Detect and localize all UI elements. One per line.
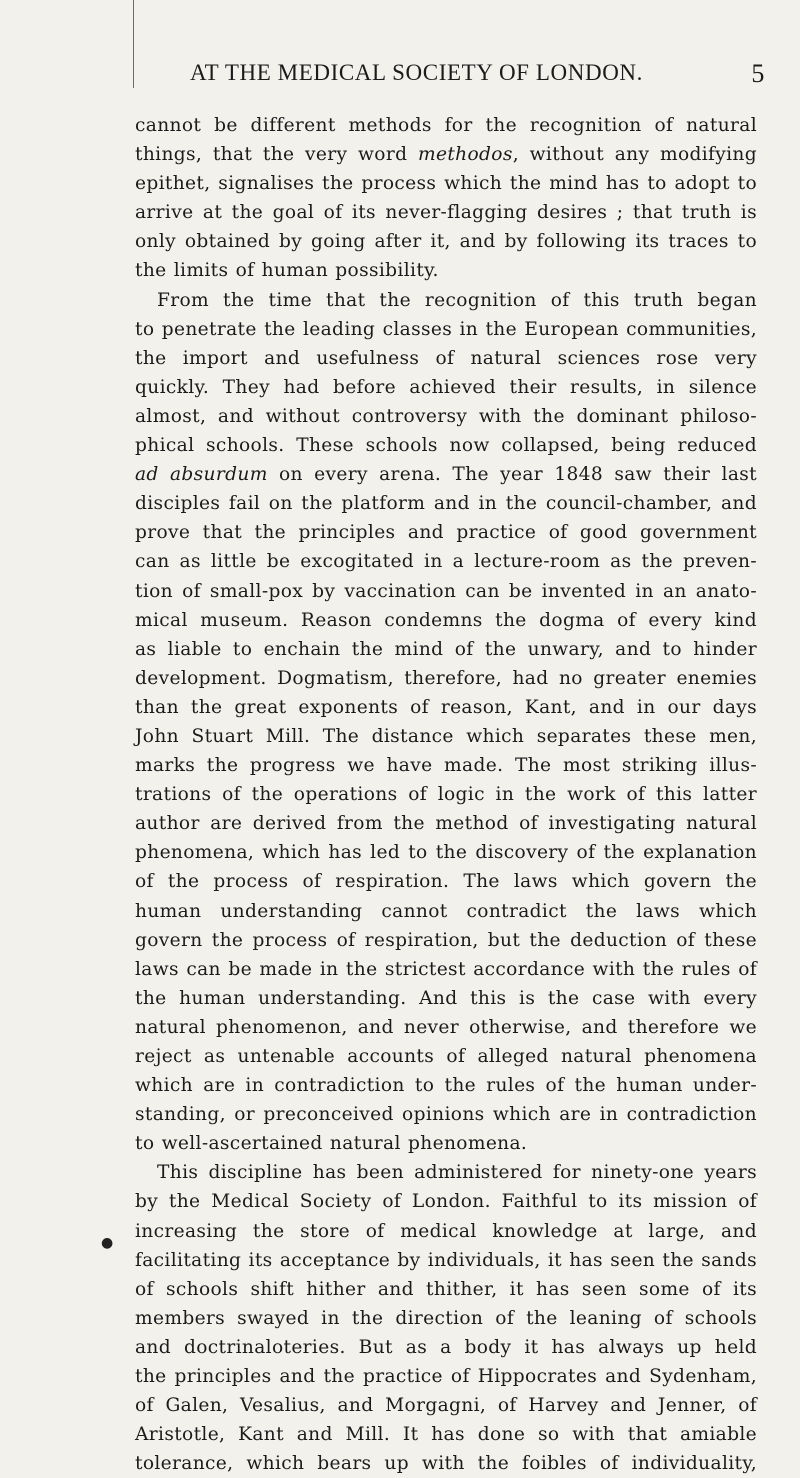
text-line: only obtained by going after it, and by following its traces to — [135, 231, 757, 253]
text-line: which are in contradiction to the rules of the human under- — [135, 1075, 757, 1097]
text-line: to well-ascertained natural phenomena. — [135, 1133, 528, 1155]
text-line: phenomena, which has led to the discovery of the explanation — [135, 842, 757, 864]
text-line: tion of small-pox by vaccination can be invented in an anato- — [135, 580, 757, 602]
text-line: This discipline has been administered for ninety-one years — [157, 1162, 757, 1184]
text-line: facilitating its acceptance by individuals, it has seen the sands — [135, 1249, 757, 1271]
text-line: standing, or preconceived opinions which are in contradiction — [135, 1104, 757, 1126]
text-line: arrive at the goal of its never-flagging desires ; that truth is — [135, 202, 757, 224]
text-line — [135, 140, 757, 169]
text-fragment: on every arena. The year 1848 saw their last — [267, 464, 757, 486]
text-line: trations of the operations of logic in the work of this latter — [135, 784, 757, 806]
text-line: can as little be excogitated in a lecture-room as the preven- — [135, 551, 757, 573]
text-line: epithet, signalises the process which the mind has to adopt to — [135, 173, 757, 195]
italic-term-methodos: methodos — [418, 144, 513, 166]
gutter-rule — [133, 0, 134, 88]
text-line: cannot be different methods for the recognition of natural — [135, 115, 757, 136]
text-line: phical schools. These schools now collapsed, being reduced — [135, 435, 757, 457]
text-line: reject as untenable accounts of alleged natural phenomena — [135, 1046, 757, 1067]
text-line: and doctrinaloteries. But as a body it has always up held — [135, 1336, 757, 1358]
page-number: 5 — [751, 59, 765, 88]
text-line: tolerance, which bears up with the foibles of individuality, — [135, 1453, 757, 1475]
text-line: almost, and without controversy with the dominant philoso- — [135, 405, 757, 427]
body-text — [135, 111, 757, 1478]
italic-term-ad-absurdum: ad absurdum — [135, 464, 268, 486]
text-line: than the great exponents of reason, Kant, and in our days — [135, 696, 757, 718]
text-line: to penetrate the leading classes in the European communities, — [135, 318, 757, 340]
text-line: mical museum. Reason condemns the dogma of every kind — [135, 609, 757, 631]
text-line: development. Dogmatism, therefore, had no greater enemies — [135, 667, 757, 689]
text-line — [135, 460, 757, 489]
text-line: From the time that the recognition of this truth began — [157, 289, 757, 311]
text-line: govern the process of respiration, but the deduction of these — [135, 929, 757, 951]
text-line: as liable to enchain the mind of the unwary, and to hinder — [135, 638, 757, 660]
text-line: disciples fail on the platform and in the council-chamber, and — [135, 493, 757, 515]
text-line: the principles and the practice of Hippocrates and Sydenham, — [135, 1366, 757, 1388]
text-line: members swayed in the direction of the leaning of schools — [135, 1307, 757, 1329]
text-line: by the Medical Society of London. Faithful to its mission of — [135, 1191, 757, 1213]
text-fragment: things, that the very word — [135, 144, 418, 166]
margin-dot-mark: ● — [101, 1235, 114, 1251]
text-line: prove that the principles and practice of good government — [135, 522, 757, 544]
text-line: quickly. They had before achieved their results, in silence — [135, 376, 757, 398]
text-line: marks the progress we have made. The most striking illus- — [135, 755, 757, 777]
text-line: of Galen, Vesalius, and Morgagni, of Harvey and Jenner, of — [135, 1395, 757, 1417]
text-line: natural phenomenon, and never otherwise, and therefore we — [135, 1016, 757, 1038]
text-line: increasing the store of medical knowledge at large, and — [135, 1220, 757, 1242]
text-line: John Stuart Mill. The distance which separates these men, — [135, 725, 757, 747]
text-line: the limits of human possibility. — [135, 260, 439, 282]
text-line: the human understanding. And this is the case with every — [135, 987, 757, 1009]
text-line: of the process of respiration. The laws which govern the — [135, 871, 757, 893]
text-line: human understanding cannot contradict the laws which — [135, 900, 757, 922]
text-line: Aristotle, Kant and Mill. It has done so with that amiable — [135, 1424, 757, 1446]
running-head: AT THE MEDICAL SOCIETY OF LONDON. — [190, 60, 643, 85]
text-line: author are derived from the method of investigating natural — [135, 813, 757, 835]
text-line: laws can be made in the strictest accordance with the rules of — [135, 958, 757, 980]
text-fragment: , without any modifying — [512, 144, 758, 166]
text-line: the import and usefulness of natural sciences rose very — [135, 347, 757, 369]
page-header — [190, 60, 770, 90]
text-line: of schools shift hither and thither, it has seen some of its — [135, 1278, 757, 1300]
